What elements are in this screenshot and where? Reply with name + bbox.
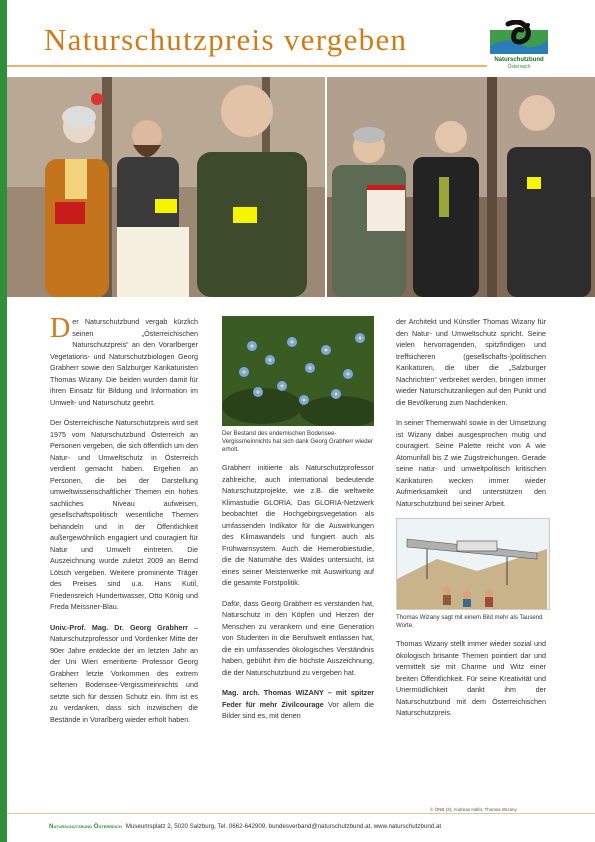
gloria-paragraph: Grabherr initiierte als Naturschutzprofessor zahlreiche, auch international bedeutende Naturschutzprojekte, wie z.B. die weltweite Klimastudie GLORIA. Das GLORIA-Netzwerk beobachtet die Hochgebirgsvegetation als umfassenden Indikator für die Auswirkungen des Klimawandels und fungiert auch als Frühwarnsystem. Auch die Hemerobiestudie, die die Naturnähe des Waldes untersucht, ist eines seiner Meisterwerke mit Auswirkung auf die gesamte Forstpolitik. (222, 463, 374, 587)
grabherr-paragraph (50, 622, 198, 726)
legacy-paragraph: Dafür, dass Georg Grabherr es verstanden hat, Naturschutz in den Köpfen und Herzen der Menschen zu verankern und eine Generation von Studenten in die Berufswelt entlassen hat, die ein umfassendes ökologisches Verständnis haben, gebührt ihm die höchste Auszeichnung, die der Naturschutzbund zu vergeben hat. (222, 598, 374, 677)
cartoon-caption: Thomas Wizany sagt mit einem Bild mehr als Tausend Worte. (396, 614, 543, 629)
forget-me-not-photo (222, 316, 374, 426)
logo-subtitle: Österreich (507, 64, 531, 70)
grabherr-text: – Naturschutzprofessor und Vordenker Mitte der 90er Jahre entdeckte der im letzten Jahr an der Uni Wien emeritierte Professor Georg Grabherr letzte Vorkommen des extrem seltenen Bodensee-Vergissmeinnichts und setzte sich für dessen Schutz ein. Ihm ist es zu verdanken, dass sich inzwischen die Bestände in Vorarlberg wieder erholt haben. (50, 622, 198, 724)
photo-credit: © ÖNB (3); Andreas Hafer, Thomas Wizany (430, 807, 517, 812)
award-photo-wizany (327, 77, 595, 297)
page-footer (49, 823, 441, 830)
footer-divider (7, 813, 595, 814)
title-divider (7, 65, 487, 67)
closing-paragraph: Thomas Wizany stellt immer wieder sozial und ökologisch brisante Themen pointiert dar und vermittelt sie mit Charme und Witz einer breiten Öffentlichkeit. Für seine Kreativität und Unermüdlichkeit dankt ihm der Naturschutzbund mit dem Österreichischen Naturschutzpreis. (396, 639, 546, 717)
column-1 (50, 313, 198, 734)
intro-text: er Naturschutzbund vergab kürzlich seinen „Österreichischen Naturschutzpreis“ an den Vorarlberger Vegetations- und Naturschutzbiologen Georg Grabherr sowie den Salzburger Karikaturisten Thomas Wizany. Die beiden wurden damit für ihren Einsatz für Bildung und Information im Umwelt- und Naturschutz geehrt. (50, 317, 198, 407)
history-paragraph: Der Österreichische Naturschutzpreis wird seit 1975 vom Naturschutzbund Österreich an Personen vergeben, die sich öffentlich um den Natur- und Umweltschutz in Österreich verdient gemacht haben. Ergehen an Personen, die bei der Darstellung umweltwissenschaftlicher Themen ein hohes sachliches Niveau aufweisen, gesellschaftspolitisch wesentliche Themen behandeln und in der Öffentlichkeit außergewöhnlich engagiert und couragiert für Natur und Umwelt eintreten. Die Auszeichnung wurde zuletzt 2009 an Bernd Lötsch vergeben. Weitere prominente Träger des Preises sind u.a. Hans Kutil, Friedensreich Hundertwasser, Otto König und Freda Meissner-Blau. (50, 418, 198, 611)
logo-mark-icon (486, 20, 552, 58)
column-2 (222, 316, 374, 731)
footer-brand: Naturschutzbund Österreich (49, 823, 122, 830)
flower-caption: Der Bestand des endemischen Bodensee-Vergissmeinnichts hat sich dank Georg Grabherr wieder erholt. (222, 430, 374, 453)
architect-paragraph: der Architekt und Künstler Thomas Wizany für den Natur- und Umweltschutz spricht. Seine vielen hervorragenden, spitzfindigen und treffsicheren (gesellschafts-)politischen Karikaturen, die über die „Salzburger Nachrichten“ verbreitet werden, bringen immer wieder Naturschutzanliegen auf den Punkt und die Bevölkerung zum Nachdenken. (396, 317, 546, 407)
intro-paragraph (50, 313, 198, 408)
footer-address: Museumsplatz 2, 5020 Salzburg, Tel. 0662-642909, bundesverband@naturschutzbund.at, www.naturschutzbund.at (125, 823, 442, 830)
grabherr-lead: Univ.-Prof. Mag. Dr. Georg Grabherr (50, 622, 188, 632)
wizany-cartoon (396, 518, 550, 610)
article-body (0, 313, 595, 812)
naturschutzbund-logo (486, 20, 552, 70)
wizany-paragraph (222, 687, 374, 722)
page-title: Naturschutzpreis vergeben (44, 22, 408, 57)
drop-cap: D (50, 313, 71, 344)
wizany-text: Vor allem die Bilder sind es, mit denen (222, 699, 375, 720)
column-3 (396, 316, 546, 728)
award-photo-grabherr (7, 77, 325, 297)
themes-paragraph: In seiner Themenwahl sowie in der Umsetzung ist Wizany dabei ausgesprochen mutig und couragiert. Seine Palette reicht von A wie Atomunfall bis Z wie Zugstreichungen. Gerade seine natur- und umweltpolitisch kritischen Karikaturen wecken immer wieder Aufmerksamkeit und unterstützen den Naturschutzbund bei seiner Arbeit. (396, 418, 546, 508)
wizany-lead: Mag. arch. Thomas WIZANY – mit spitzer Feder für mehr Zivilcourage (222, 688, 374, 709)
logo-wordmark: Naturschutzbund (494, 57, 544, 63)
